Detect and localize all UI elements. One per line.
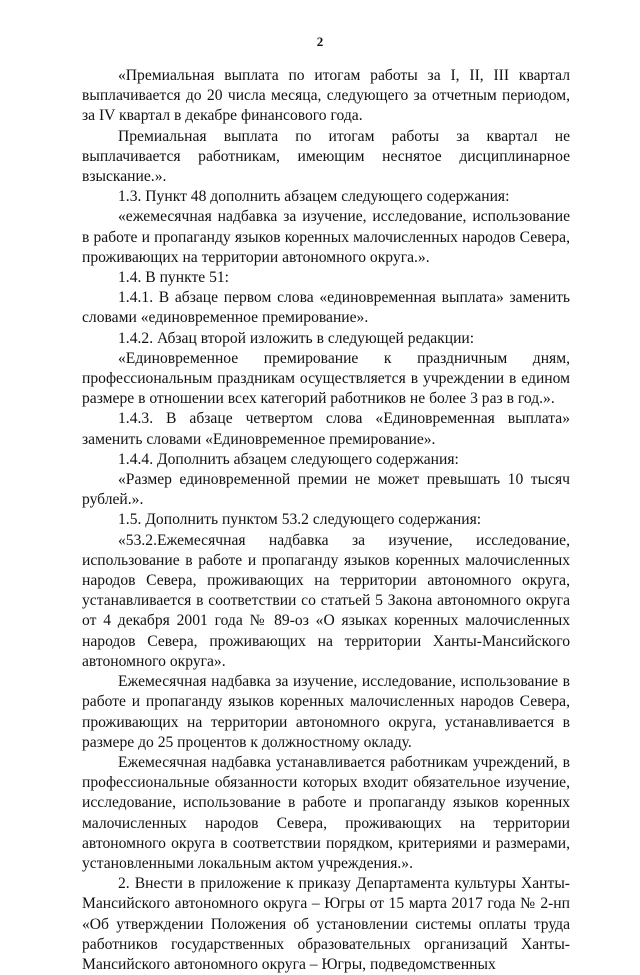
paragraph-item-1-4-2: 1.4.2. Абзац второй изложить в следующей редакции: xyxy=(118,329,475,347)
paragraph-premium-disciplinary: Премиальная выплата по итогам работы за квартал не выплачивается работникам, имеющим неснятое дисциплинарное взыскание.». xyxy=(82,127,570,186)
paragraph-item-2: 2. Внести в приложение к приказу Департамента культуры Ханты-Мансийского автономного округа – Югры от 15 марта 2017 года № 2-нп «Об утверждении Положения об установлении системы оплаты труда работников государственных образовательных организаций Ханты-Мансийского автономного округа – Югры, подведомственных xyxy=(82,875,570,973)
paragraph-premium-quarter-terms: «Премиальная выплата по итогам работы за I, II, III квартал выплачивается до 20 числа месяца, следующего за отчетным периодом, за IV квартал в декабре финансового года. xyxy=(82,67,570,125)
paragraph-item-1-5: 1.5. Дополнить пунктом 53.2 следующего содержания: xyxy=(118,511,482,529)
paragraph-item-1-3: 1.3. Пункт 48 дополнить абзацем следующего содержания: xyxy=(118,188,510,206)
paragraph-item-1-4-3: 1.4.3. В абзаце четвертом слова «Единовременная выплата» заменить словами «Единовременное премирование». xyxy=(82,410,570,448)
document-body xyxy=(82,66,570,975)
page-number: 2 xyxy=(316,34,324,49)
paragraph-allowance-size: Ежемесячная надбавка за изучение, исследование, использование в работе и пропаганду языков коренных малочисленных народов Севера, проживающих на территории автономного округа, устанавливается в размере до 25 процентов к должностному окладу. xyxy=(82,673,570,751)
paragraph-item-1-4-2-text: «Единовременное премирование к праздничным дням, профессиональным праздникам осуществляется в учреждении в едином размере в отношении всех категорий работников не более 3 раз в год.». xyxy=(82,349,570,408)
paragraph-item-1-4-4: 1.4.4. Дополнить абзацем следующего содержания: xyxy=(118,450,459,468)
paragraph-allowance-eligibility: Ежемесячная надбавка устанавливается работникам учреждений, в профессиональные обязанности которых входит обязательное изучение, исследование, использование в работе и пропаганду языков коренных малочисленных народов Севера, проживающих на территории автономного округа в соответствии порядком, критериями и размерами, установленными локальным актом учреждения.». xyxy=(82,753,570,872)
paragraph-item-1-3-text: «ежемесячная надбавка за изучение, исследование, использование в работе и пропаганду языков коренных малочисленных народов Севера, проживающих на территории автономного округа.». xyxy=(82,208,570,266)
paragraph-item-1-4-1: 1.4.1. В абзаце первом слова «единовременная выплата» заменить словами «единовременное премирование». xyxy=(82,289,570,327)
paragraph-item-1-4-4-text: «Размер единовременной премии не может превышать 10 тысяч рублей.». xyxy=(82,471,570,509)
paragraph-item-53-2: «53.2.Ежемесячная надбавка за изучение, исследование, использование в работе и пропаганду языков коренных малочисленных народов Севера, проживающих на территории автономного округа, устанавливается в соответствии со статьей 5 Закона автономного округа от 4 декабря 2001 года № 89-оз «О языках коренных малочисленных народов Севера, проживающих на территории Ханты-Мансийского автономного округа». xyxy=(82,531,570,670)
paragraph-item-1-4: 1.4. В пункте 51: xyxy=(118,269,230,287)
